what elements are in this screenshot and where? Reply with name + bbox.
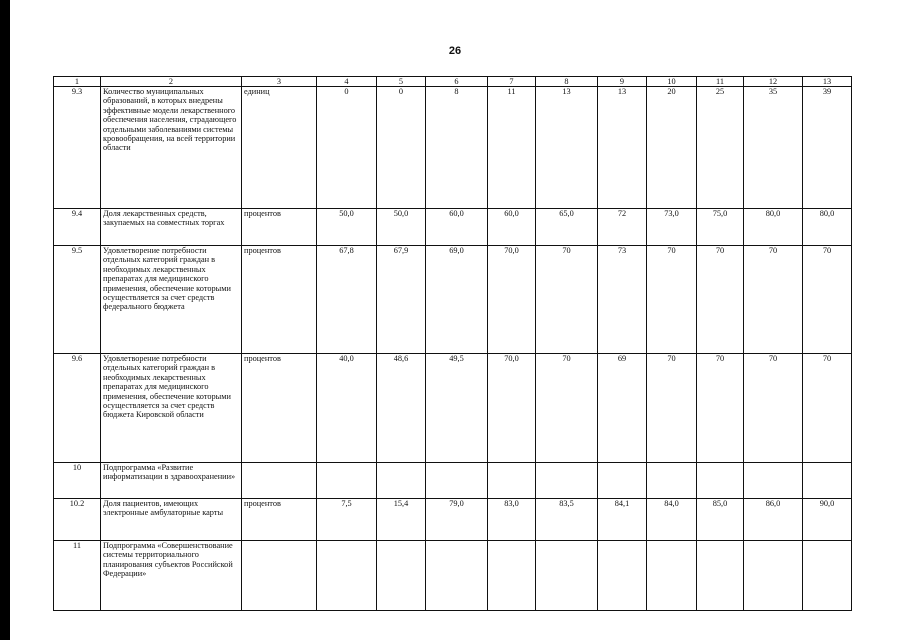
header-cell: 1 <box>54 77 101 87</box>
header-cell: 2 <box>101 77 242 87</box>
header-cell: 7 <box>488 77 536 87</box>
value-cell: 67,8 <box>317 246 377 354</box>
header-cell: 8 <box>536 77 598 87</box>
indicator-name-cell: Количество муниципальных образований, в которых внедрены эффективные модели лекарственного обеспечения населения, страдающего отдельными заболеваниями системы кровообращения, на всей территории области <box>101 87 242 209</box>
row-number-cell: 9.4 <box>54 209 101 246</box>
unit-cell <box>242 541 317 611</box>
indicator-name-cell: Удовлетворение потребности отдельных категорий граждан в необходимых лекарственных препаратах для медицинского применения, обеспечение которыми осуществляется за счет средств бюджета Кировской области <box>101 354 242 463</box>
value-cell: 65,0 <box>536 209 598 246</box>
table-row <box>54 87 852 209</box>
table-row <box>54 209 852 246</box>
table-row <box>54 541 852 611</box>
value-cell <box>426 541 488 611</box>
unit-cell: единиц <box>242 87 317 209</box>
value-cell: 60,0 <box>426 209 488 246</box>
value-cell: 50,0 <box>317 209 377 246</box>
value-cell: 70 <box>803 354 852 463</box>
value-cell: 70 <box>647 354 697 463</box>
value-cell <box>317 463 377 499</box>
value-cell: 83,5 <box>536 499 598 541</box>
header-cell: 6 <box>426 77 488 87</box>
value-cell <box>536 541 598 611</box>
value-cell <box>377 541 426 611</box>
value-cell: 70 <box>744 246 803 354</box>
value-cell: 70 <box>803 246 852 354</box>
value-cell: 70,0 <box>488 246 536 354</box>
value-cell <box>377 463 426 499</box>
value-cell <box>744 463 803 499</box>
value-cell <box>647 463 697 499</box>
value-cell: 70,0 <box>488 354 536 463</box>
indicator-name-cell: Доля пациентов, имеющих электронные амбулаторные карты <box>101 499 242 541</box>
value-cell <box>598 541 647 611</box>
value-cell: 84,1 <box>598 499 647 541</box>
indicators-table <box>53 76 852 611</box>
value-cell: 69 <box>598 354 647 463</box>
value-cell <box>697 463 744 499</box>
value-cell: 75,0 <box>697 209 744 246</box>
value-cell <box>426 463 488 499</box>
row-number-cell: 10 <box>54 463 101 499</box>
unit-cell <box>242 463 317 499</box>
value-cell: 83,0 <box>488 499 536 541</box>
value-cell: 7,5 <box>317 499 377 541</box>
value-cell <box>803 463 852 499</box>
header-cell: 4 <box>317 77 377 87</box>
table-row <box>54 499 852 541</box>
value-cell: 70 <box>697 246 744 354</box>
header-cell: 10 <box>647 77 697 87</box>
value-cell: 73 <box>598 246 647 354</box>
value-cell: 11 <box>488 87 536 209</box>
value-cell <box>647 541 697 611</box>
value-cell <box>697 541 744 611</box>
value-cell: 35 <box>744 87 803 209</box>
value-cell: 20 <box>647 87 697 209</box>
value-cell <box>488 541 536 611</box>
value-cell: 60,0 <box>488 209 536 246</box>
value-cell: 70 <box>697 354 744 463</box>
value-cell: 49,5 <box>426 354 488 463</box>
indicator-name-cell: Удовлетворение потребности отдельных категорий граждан в необходимых лекарственных препаратах для медицинского применения, обеспечение которыми осуществляется за счет средств федерального бюджета <box>101 246 242 354</box>
value-cell: 0 <box>377 87 426 209</box>
value-cell <box>488 463 536 499</box>
scan-edge-bar <box>0 0 10 640</box>
indicator-name-cell: Подпрограмма «Совершенствование системы территориального планирования субъектов Российской Федерации» <box>101 541 242 611</box>
value-cell: 70 <box>536 246 598 354</box>
table-row <box>54 354 852 463</box>
value-cell: 70 <box>536 354 598 463</box>
table-row <box>54 463 852 499</box>
header-cell: 3 <box>242 77 317 87</box>
value-cell: 90,0 <box>803 499 852 541</box>
value-cell <box>536 463 598 499</box>
value-cell: 80,0 <box>803 209 852 246</box>
value-cell <box>598 463 647 499</box>
value-cell: 73,0 <box>647 209 697 246</box>
table-row <box>54 246 852 354</box>
value-cell <box>744 541 803 611</box>
value-cell: 67,9 <box>377 246 426 354</box>
value-cell: 40,0 <box>317 354 377 463</box>
value-cell: 70 <box>647 246 697 354</box>
unit-cell: процентов <box>242 209 317 246</box>
page-number: 26 <box>448 45 462 57</box>
unit-cell: процентов <box>242 246 317 354</box>
value-cell: 39 <box>803 87 852 209</box>
value-cell: 13 <box>536 87 598 209</box>
value-cell: 8 <box>426 87 488 209</box>
value-cell: 13 <box>598 87 647 209</box>
value-cell: 69,0 <box>426 246 488 354</box>
table-header-row <box>54 77 852 87</box>
indicator-name-cell: Доля лекарственных средств, закупаемых на совместных торгах <box>101 209 242 246</box>
value-cell: 80,0 <box>744 209 803 246</box>
value-cell: 84,0 <box>647 499 697 541</box>
header-cell: 5 <box>377 77 426 87</box>
header-cell: 11 <box>697 77 744 87</box>
value-cell: 25 <box>697 87 744 209</box>
row-number-cell: 9.5 <box>54 246 101 354</box>
indicator-name-cell: Подпрограмма «Развитие информатизации в здравоохранении» <box>101 463 242 499</box>
value-cell: 79,0 <box>426 499 488 541</box>
value-cell: 85,0 <box>697 499 744 541</box>
value-cell: 0 <box>317 87 377 209</box>
value-cell <box>803 541 852 611</box>
header-cell: 9 <box>598 77 647 87</box>
value-cell: 70 <box>744 354 803 463</box>
header-cell: 12 <box>744 77 803 87</box>
value-cell: 15,4 <box>377 499 426 541</box>
value-cell: 48,6 <box>377 354 426 463</box>
value-cell <box>317 541 377 611</box>
header-cell: 13 <box>803 77 852 87</box>
unit-cell: процентов <box>242 354 317 463</box>
row-number-cell: 9.3 <box>54 87 101 209</box>
value-cell: 86,0 <box>744 499 803 541</box>
unit-cell: процентов <box>242 499 317 541</box>
value-cell: 50,0 <box>377 209 426 246</box>
row-number-cell: 11 <box>54 541 101 611</box>
value-cell: 72 <box>598 209 647 246</box>
row-number-cell: 10.2 <box>54 499 101 541</box>
row-number-cell: 9.6 <box>54 354 101 463</box>
